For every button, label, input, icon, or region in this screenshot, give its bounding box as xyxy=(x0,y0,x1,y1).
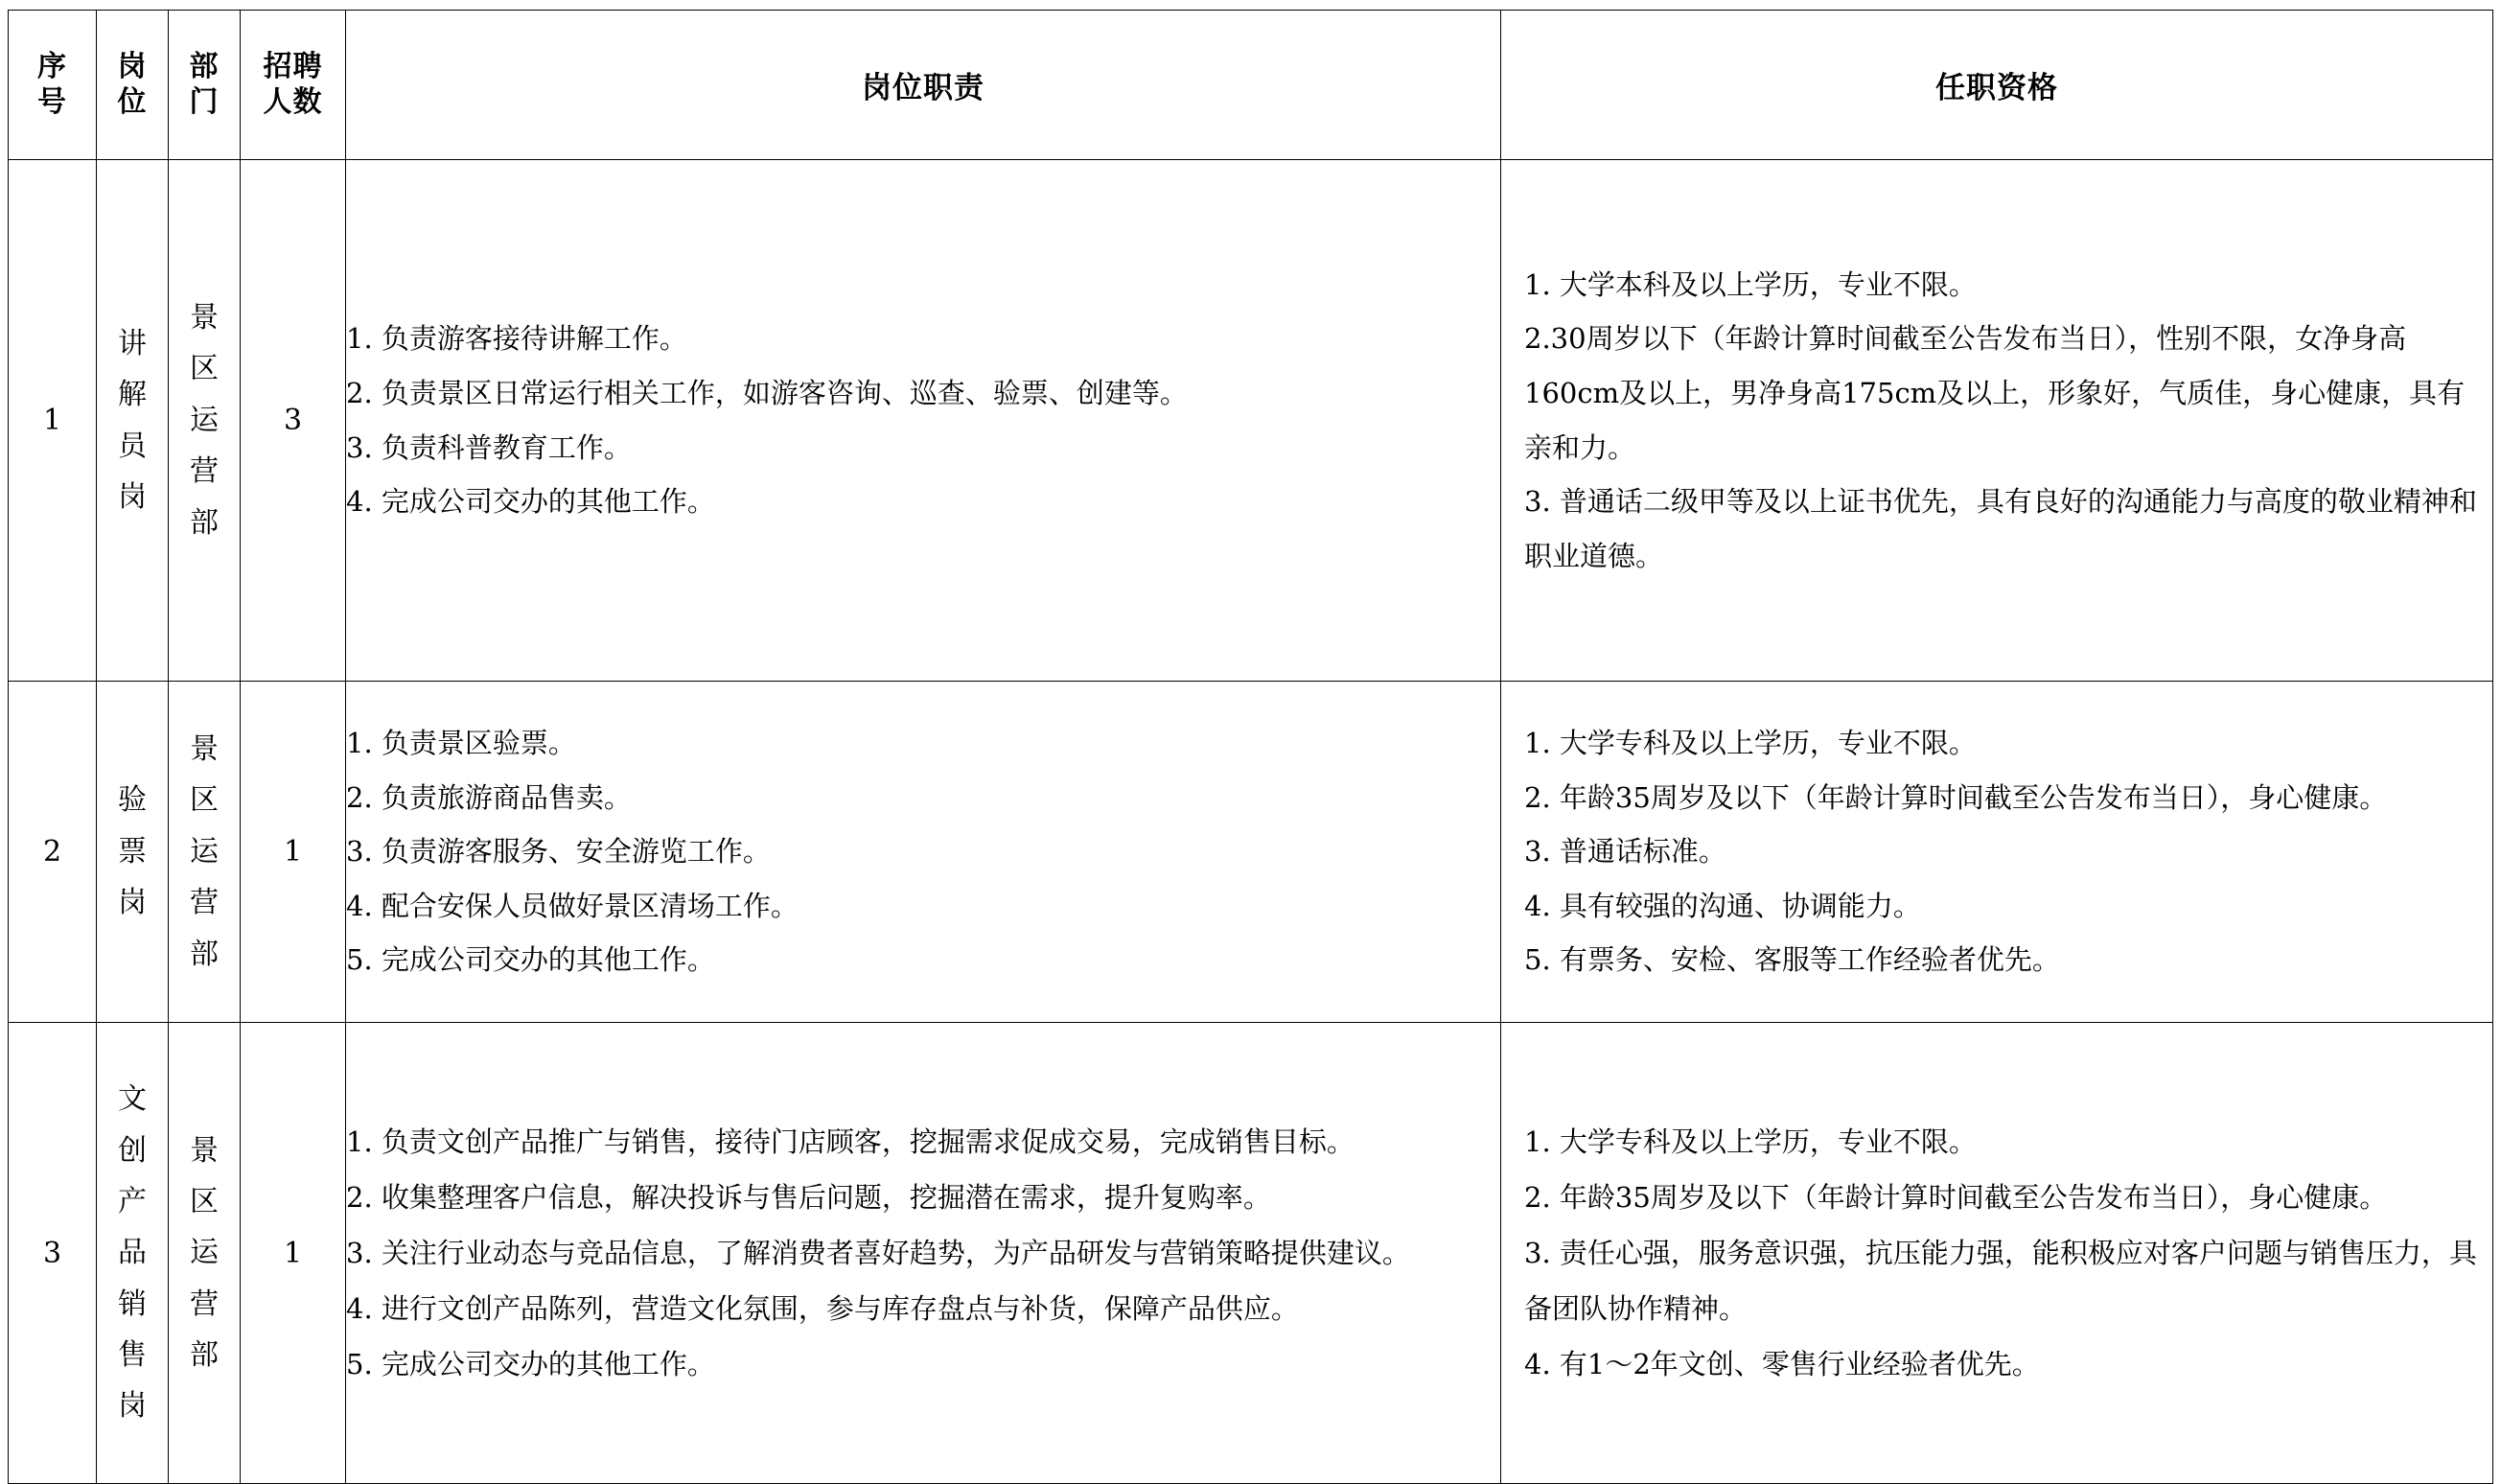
duty-line: 3. 关注行业动态与竞品信息，了解消费者喜好趋势，为产品研发与营销策略提供建议。 xyxy=(346,1237,1410,1269)
qual-line: 3. 普通话标准。 xyxy=(1524,835,1726,869)
header-row xyxy=(9,11,2493,160)
dept-char: 部 xyxy=(190,505,219,540)
row-dept xyxy=(169,160,241,682)
post-char: 品 xyxy=(118,1236,147,1270)
post-char: 票 xyxy=(118,834,147,869)
table-row xyxy=(9,1023,2493,1484)
table-row xyxy=(9,682,2493,1023)
qual-line: 1. 大学专科及以上学历，专业不限。 xyxy=(1524,727,1977,760)
row-seq: 3 xyxy=(9,1023,97,1484)
dept-char: 运 xyxy=(190,834,219,869)
duty-line: 2. 收集整理客户信息，解决投诉与售后问题，挖掘潜在需求，提升复购率。 xyxy=(346,1181,1271,1214)
qual-line: 1. 大学本科及以上学历，专业不限。 xyxy=(1524,267,1977,301)
recruitment-table xyxy=(8,10,2493,1484)
header-count-line-2: 人数 xyxy=(263,84,323,119)
dept-char: 区 xyxy=(190,1184,219,1218)
header-dept xyxy=(169,11,241,160)
qual-line: 3. 责任心强，服务意识强，抗压能力强，能积极应对客户问题与销售压力，具备团队协作精神。 xyxy=(1524,1237,2477,1325)
header-dept-char-1: 部 xyxy=(189,49,220,83)
table-body xyxy=(9,160,2493,1484)
row-dept xyxy=(169,1023,241,1484)
row-seq: 1 xyxy=(9,160,97,682)
post-char: 岗 xyxy=(118,1389,147,1424)
qual-line: 2. 年龄35周岁及以下（年龄计算时间截至公告发布当日），身心健康。 xyxy=(1524,1181,2388,1214)
duty-line: 1. 负责景区验票。 xyxy=(346,727,576,760)
header-seq-char-2: 号 xyxy=(37,84,67,119)
post-char: 销 xyxy=(118,1287,147,1321)
post-char: 员 xyxy=(118,429,147,463)
post-char: 岗 xyxy=(118,479,147,514)
row-post xyxy=(97,160,169,682)
header-seq-char-1: 序 xyxy=(37,49,67,83)
row-post xyxy=(97,1023,169,1484)
dept-char: 景 xyxy=(190,732,219,767)
header-seq xyxy=(9,11,97,160)
duty-line: 1. 负责游客接待讲解工作。 xyxy=(346,322,687,356)
header-post-char-2: 位 xyxy=(117,84,148,119)
dept-char: 运 xyxy=(190,1236,219,1270)
duty-line: 4. 配合安保人员做好景区清场工作。 xyxy=(346,889,799,922)
row-post xyxy=(97,682,169,1023)
table-header xyxy=(9,11,2493,160)
dept-char: 部 xyxy=(190,937,219,971)
row-duties xyxy=(346,160,1501,682)
row-duties xyxy=(346,682,1501,1023)
duty-line: 1. 负责文创产品推广与销售，接待门店顾客，挖掘需求促成交易，完成销售目标。 xyxy=(346,1125,1355,1158)
row-count: 3 xyxy=(241,160,346,682)
post-char: 文 xyxy=(118,1082,147,1117)
header-post xyxy=(97,11,169,160)
dept-char: 营 xyxy=(190,1287,219,1321)
row-duties xyxy=(346,1023,1501,1484)
header-count xyxy=(241,11,346,160)
duty-line: 3. 负责游客服务、安全游览工作。 xyxy=(346,835,771,869)
header-count-line-1: 招聘 xyxy=(263,49,323,83)
post-char: 售 xyxy=(118,1338,147,1373)
post-char: 解 xyxy=(118,378,147,412)
duty-line: 2. 负责旅游商品售卖。 xyxy=(346,780,632,814)
row-seq: 2 xyxy=(9,682,97,1023)
duty-line: 5. 完成公司交办的其他工作。 xyxy=(346,1348,715,1380)
duty-line: 2. 负责景区日常运行相关工作，如游客咨询、巡查、验票、创建等。 xyxy=(346,376,1188,409)
qual-line: 4. 具有较强的沟通、协调能力。 xyxy=(1524,889,1921,922)
dept-char: 景 xyxy=(190,301,219,336)
qual-line: 2.30周岁以下（年龄计算时间截至公告发布当日），性别不限，女净身高160cm及以上，男净身高175cm及以上，形象好，气质佳，身心健康，具有亲和力。 xyxy=(1524,322,2466,464)
qual-line: 2. 年龄35周岁及以下（年龄计算时间截至公告发布当日），身心健康。 xyxy=(1524,780,2388,814)
header-qualifications: 任职资格 xyxy=(1501,11,2493,160)
dept-char: 部 xyxy=(190,1338,219,1373)
post-char: 创 xyxy=(118,1133,147,1168)
row-qualifications xyxy=(1501,1023,2493,1484)
duty-line: 4. 进行文创产品陈列，营造文化氛围，参与库存盘点与补货，保障产品供应。 xyxy=(346,1292,1299,1325)
dept-char: 区 xyxy=(190,352,219,386)
post-char: 岗 xyxy=(118,886,147,920)
row-qualifications xyxy=(1501,682,2493,1023)
dept-char: 运 xyxy=(190,403,219,437)
row-count: 1 xyxy=(241,1023,346,1484)
qual-line: 4. 有1～2年文创、零售行业经验者优先。 xyxy=(1524,1348,2040,1380)
dept-char: 营 xyxy=(190,886,219,920)
dept-char: 区 xyxy=(190,783,219,818)
duty-line: 4. 完成公司交办的其他工作。 xyxy=(346,485,715,519)
header-post-char-1: 岗 xyxy=(117,49,148,83)
qual-line: 5. 有票务、安检、客服等工作经验者优先。 xyxy=(1524,943,2060,977)
dept-char: 营 xyxy=(190,454,219,489)
header-dept-char-2: 门 xyxy=(189,84,220,119)
post-char: 产 xyxy=(118,1184,147,1218)
post-char: 验 xyxy=(118,783,147,818)
row-count: 1 xyxy=(241,682,346,1023)
table-row xyxy=(9,160,2493,682)
qual-line: 1. 大学专科及以上学历，专业不限。 xyxy=(1524,1125,1977,1158)
row-qualifications xyxy=(1501,160,2493,682)
dept-char: 景 xyxy=(190,1133,219,1168)
duty-line: 5. 完成公司交办的其他工作。 xyxy=(346,943,715,977)
header-duties: 岗位职责 xyxy=(346,11,1501,160)
post-char: 讲 xyxy=(118,326,147,360)
duty-line: 3. 负责科普教育工作。 xyxy=(346,430,632,464)
row-dept xyxy=(169,682,241,1023)
qual-line: 3. 普通话二级甲等及以上证书优先，具有良好的沟通能力与高度的敬业精神和职业道德。 xyxy=(1524,485,2477,572)
